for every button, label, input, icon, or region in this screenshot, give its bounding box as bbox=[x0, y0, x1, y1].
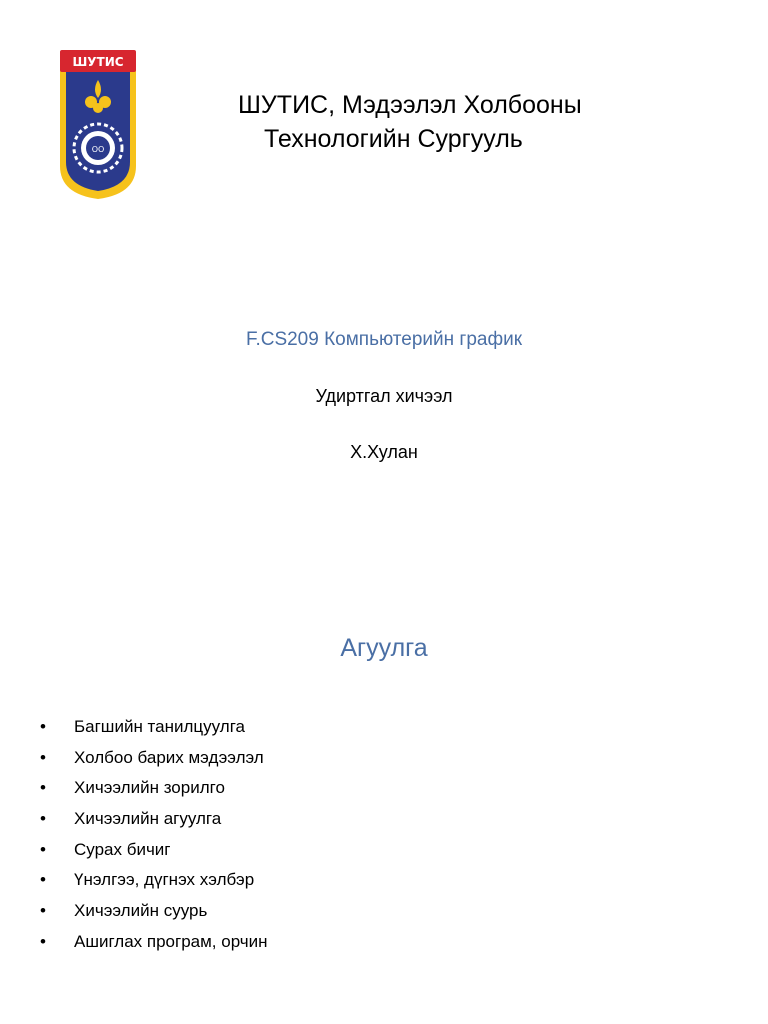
svg-text:OO: OO bbox=[91, 145, 105, 154]
contents-list bbox=[40, 712, 268, 958]
logo-text: ШУТИС bbox=[72, 55, 124, 69]
course-code-title: F.CS209 Компьютерийн график bbox=[245, 329, 523, 350]
list-item-label: Хичээлийн агуулга bbox=[74, 809, 222, 829]
list-item-label: Холбоо барих мэдээлэл bbox=[74, 747, 264, 767]
university-logo bbox=[58, 48, 138, 200]
list-item-label: Сурах бичиг bbox=[74, 839, 171, 859]
list-item bbox=[40, 835, 268, 866]
page-title bbox=[180, 88, 660, 156]
list-item bbox=[40, 773, 268, 804]
list-item-label: Үнэлгээ, дүгнэх хэлбэр bbox=[74, 870, 255, 890]
title-line-2: Технологийн Сургууль bbox=[264, 125, 523, 153]
list-item bbox=[40, 865, 268, 896]
bullet-icon: • bbox=[40, 870, 46, 890]
bullet-icon: • bbox=[40, 747, 46, 767]
title-line-1: ШУТИС, Мэдээлэл Холбооны bbox=[238, 91, 582, 119]
list-item-label: Хичээлийн зорилго bbox=[74, 778, 225, 798]
list-item-label: Ашиглах програм, орчин bbox=[74, 931, 268, 951]
list-item bbox=[40, 712, 268, 743]
list-item bbox=[40, 927, 268, 958]
bullet-icon: • bbox=[40, 839, 46, 859]
list-item bbox=[40, 743, 268, 774]
bullet-icon: • bbox=[40, 717, 46, 736]
list-item bbox=[40, 896, 268, 927]
contents-heading: Агуулга bbox=[340, 634, 428, 662]
bullet-icon: • bbox=[40, 778, 46, 798]
instructor-name: Х.Хулан bbox=[350, 442, 418, 462]
bullet-icon: • bbox=[40, 809, 46, 829]
bullet-icon: • bbox=[40, 931, 46, 951]
list-item bbox=[40, 804, 268, 835]
list-item-label: Багшийн танилцуулга bbox=[74, 717, 245, 736]
bullet-icon: • bbox=[40, 901, 46, 921]
list-item-label: Хичээлийн суурь bbox=[74, 901, 208, 921]
lesson-type: Удиртгал хичээл bbox=[315, 386, 453, 406]
